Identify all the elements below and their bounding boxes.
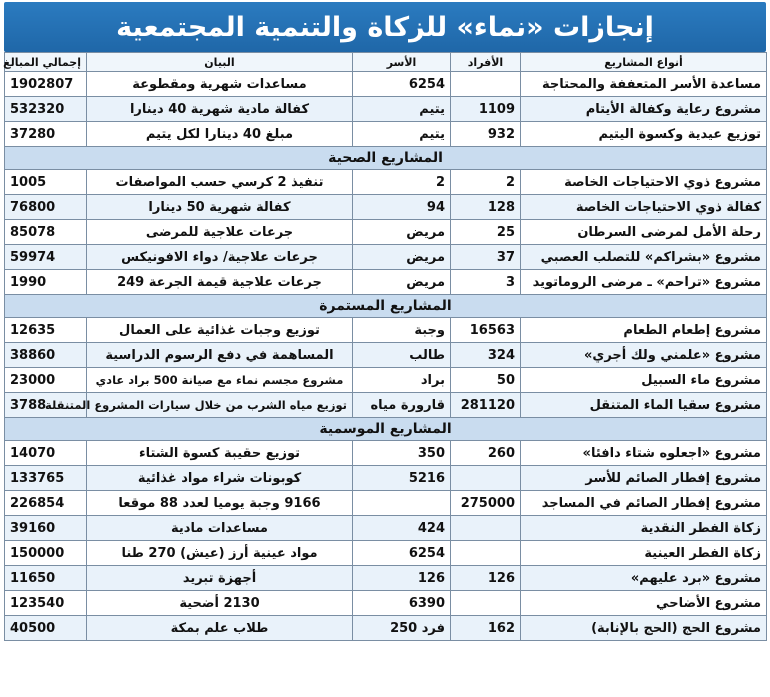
cell-people xyxy=(451,591,521,616)
header-people: الأفراد xyxy=(451,53,521,72)
cell-people xyxy=(451,72,521,97)
section-header xyxy=(5,295,767,318)
cell-total: 11650 xyxy=(5,566,87,591)
section-header xyxy=(5,147,767,170)
cell-families: طالب xyxy=(353,343,451,368)
cell-families: فرد 250 xyxy=(353,616,451,641)
cell-people: 1109 xyxy=(451,97,521,122)
cell-families: 6390 xyxy=(353,591,451,616)
cell-families: 6254 xyxy=(353,72,451,97)
cell-total: 39160 xyxy=(5,516,87,541)
cell-people: 260 xyxy=(451,441,521,466)
section-title: المشاريع الموسمية xyxy=(5,418,767,441)
cell-people: 37 xyxy=(451,245,521,270)
cell-description: 9166 وجبة يوميا لعدد 88 موقعا xyxy=(87,491,353,516)
table-row xyxy=(5,195,767,220)
cell-families: 350 xyxy=(353,441,451,466)
cell-total: 150000 xyxy=(5,541,87,566)
table-row xyxy=(5,441,767,466)
cell-families: 126 xyxy=(353,566,451,591)
cell-total: 12635 xyxy=(5,318,87,343)
cell-people: 128 xyxy=(451,195,521,220)
cell-type: رحلة الأمل لمرضى السرطان xyxy=(521,220,767,245)
cell-people: 324 xyxy=(451,343,521,368)
cell-description: مبلغ 40 دينارا لكل يتيم xyxy=(87,122,353,147)
cell-families: براد xyxy=(353,368,451,393)
cell-people: 16563 xyxy=(451,318,521,343)
cell-type: مشروع الأضاحي xyxy=(521,591,767,616)
cell-description: كفالة شهرية 50 دينارا xyxy=(87,195,353,220)
table-row xyxy=(5,245,767,270)
table-row xyxy=(5,122,767,147)
cell-description: أجهزة تبريد xyxy=(87,566,353,591)
cell-families: 94 xyxy=(353,195,451,220)
cell-type: مشروع «برد عليهم» xyxy=(521,566,767,591)
cell-total: 1990 xyxy=(5,270,87,295)
cell-description: طلاب علم بمكة xyxy=(87,616,353,641)
cell-description: مساعدات شهرية ومقطوعة xyxy=(87,72,353,97)
cell-type: زكاة الفطر النقدية xyxy=(521,516,767,541)
cell-description: جرعات علاجية للمرضى xyxy=(87,220,353,245)
cell-type: مشروع إفطار الصائم للأسر xyxy=(521,466,767,491)
cell-type: كفالة ذوي الاحتياجات الخاصة xyxy=(521,195,767,220)
cell-total: 76800 xyxy=(5,195,87,220)
header-type: أنواع المشاريع xyxy=(521,53,767,72)
cell-total: 59974 xyxy=(5,245,87,270)
cell-description: توزيع حقيبة كسوة الشتاء xyxy=(87,441,353,466)
section-title: المشاريع المستمرة xyxy=(5,295,767,318)
cell-description: كفالة مادية شهرية 40 دينارا xyxy=(87,97,353,122)
cell-total: 23000 xyxy=(5,368,87,393)
cell-description: المساهمة في دفع الرسوم الدراسية xyxy=(87,343,353,368)
cell-total: 1902807 xyxy=(5,72,87,97)
cell-type: مشروع ماء السبيل xyxy=(521,368,767,393)
cell-people: 50 xyxy=(451,368,521,393)
cell-people: 126 xyxy=(451,566,521,591)
cell-people: 281120 xyxy=(451,393,521,418)
cell-families: 5216 xyxy=(353,466,451,491)
cell-families xyxy=(353,491,451,516)
cell-people: 932 xyxy=(451,122,521,147)
cell-type: مساعدة الأسر المتعففة والمحتاجة xyxy=(521,72,767,97)
cell-total: 532320 xyxy=(5,97,87,122)
table-row xyxy=(5,368,767,393)
cell-total: 38860 xyxy=(5,343,87,368)
cell-description: توزيع وجبات غذائية على العمال xyxy=(87,318,353,343)
table-row xyxy=(5,616,767,641)
cell-total: 123540 xyxy=(5,591,87,616)
cell-type: مشروع إطعام الطعام xyxy=(521,318,767,343)
cell-people: 2 xyxy=(451,170,521,195)
cell-people: 3 xyxy=(451,270,521,295)
header-description: البيان xyxy=(87,53,353,72)
cell-families: 424 xyxy=(353,516,451,541)
table-row xyxy=(5,72,767,97)
cell-families: مريض xyxy=(353,245,451,270)
table-row xyxy=(5,591,767,616)
cell-total: 85078 xyxy=(5,220,87,245)
cell-type: زكاة الفطر العينية xyxy=(521,541,767,566)
table-row xyxy=(5,466,767,491)
cell-people: 162 xyxy=(451,616,521,641)
table-header-row xyxy=(5,53,767,72)
cell-families: مريض xyxy=(353,220,451,245)
cell-total: 14070 xyxy=(5,441,87,466)
cell-families: يتيم xyxy=(353,97,451,122)
cell-families: 6254 xyxy=(353,541,451,566)
table-row xyxy=(5,220,767,245)
cell-families: يتيم xyxy=(353,122,451,147)
table-row xyxy=(5,170,767,195)
cell-type: مشروع «بشراكم» للتصلب العصبي xyxy=(521,245,767,270)
cell-families: قارورة مياه xyxy=(353,393,451,418)
header-families: الأسر xyxy=(353,53,451,72)
cell-type: مشروع «تراحم» ـ مرضى الروماتويد xyxy=(521,270,767,295)
cell-total: 226854 xyxy=(5,491,87,516)
cell-description: كوبونات شراء مواد غذائية xyxy=(87,466,353,491)
cell-description: جرعات علاجية/ دواء الافونيكس xyxy=(87,245,353,270)
cell-description: مشروع مجسم نماء مع صيانة 500 براد عادي xyxy=(87,368,353,393)
table-row xyxy=(5,343,767,368)
cell-type: مشروع الحج (الحج بالإنابة) xyxy=(521,616,767,641)
table-row xyxy=(5,491,767,516)
cell-people xyxy=(451,516,521,541)
section-title: المشاريع الصحية xyxy=(5,147,767,170)
table-row xyxy=(5,541,767,566)
table-row xyxy=(5,318,767,343)
achievements-table xyxy=(4,52,767,641)
table-row xyxy=(5,393,767,418)
cell-type: توزيع عيدية وكسوة اليتيم xyxy=(521,122,767,147)
cell-description: مساعدات مادية xyxy=(87,516,353,541)
table-row xyxy=(5,270,767,295)
cell-total: 3788 xyxy=(5,393,87,418)
cell-type: مشروع «اجعلوه شتاء دافئا» xyxy=(521,441,767,466)
cell-description: جرعات علاجية قيمة الجرعة 249 xyxy=(87,270,353,295)
table-row xyxy=(5,97,767,122)
cell-total: 133765 xyxy=(5,466,87,491)
cell-total: 37280 xyxy=(5,122,87,147)
cell-type: مشروع إفطار الصائم في المساجد xyxy=(521,491,767,516)
cell-families: وجبة xyxy=(353,318,451,343)
cell-people: 25 xyxy=(451,220,521,245)
cell-description: 2130 أضحية xyxy=(87,591,353,616)
cell-people xyxy=(451,466,521,491)
cell-type: مشروع «علمني ولك أجري» xyxy=(521,343,767,368)
cell-total: 1005 xyxy=(5,170,87,195)
cell-families: 2 xyxy=(353,170,451,195)
table-row xyxy=(5,516,767,541)
cell-type: مشروع سقيا الماء المتنقل xyxy=(521,393,767,418)
section-header xyxy=(5,418,767,441)
table-body xyxy=(5,72,767,641)
page-title: إنجازات «نماء» للزكاة والتنمية المجتمعية xyxy=(4,2,766,52)
cell-description: توزيع مياه الشرب من خلال سيارات المشروع المتنقلة xyxy=(87,393,353,418)
cell-type: مشروع رعاية وكفالة الأيتام xyxy=(521,97,767,122)
cell-type: مشروع ذوي الاحتياجات الخاصة xyxy=(521,170,767,195)
cell-total: 40500 xyxy=(5,616,87,641)
cell-people xyxy=(451,541,521,566)
table-row xyxy=(5,566,767,591)
cell-description: مواد عينية أرز (عيش) 270 طنا xyxy=(87,541,353,566)
cell-description: تنفيذ 2 كرسي حسب المواصفات xyxy=(87,170,353,195)
cell-people: 275000 xyxy=(451,491,521,516)
header-total: إجمالي المبالغ xyxy=(5,53,87,72)
cell-families: مريض xyxy=(353,270,451,295)
